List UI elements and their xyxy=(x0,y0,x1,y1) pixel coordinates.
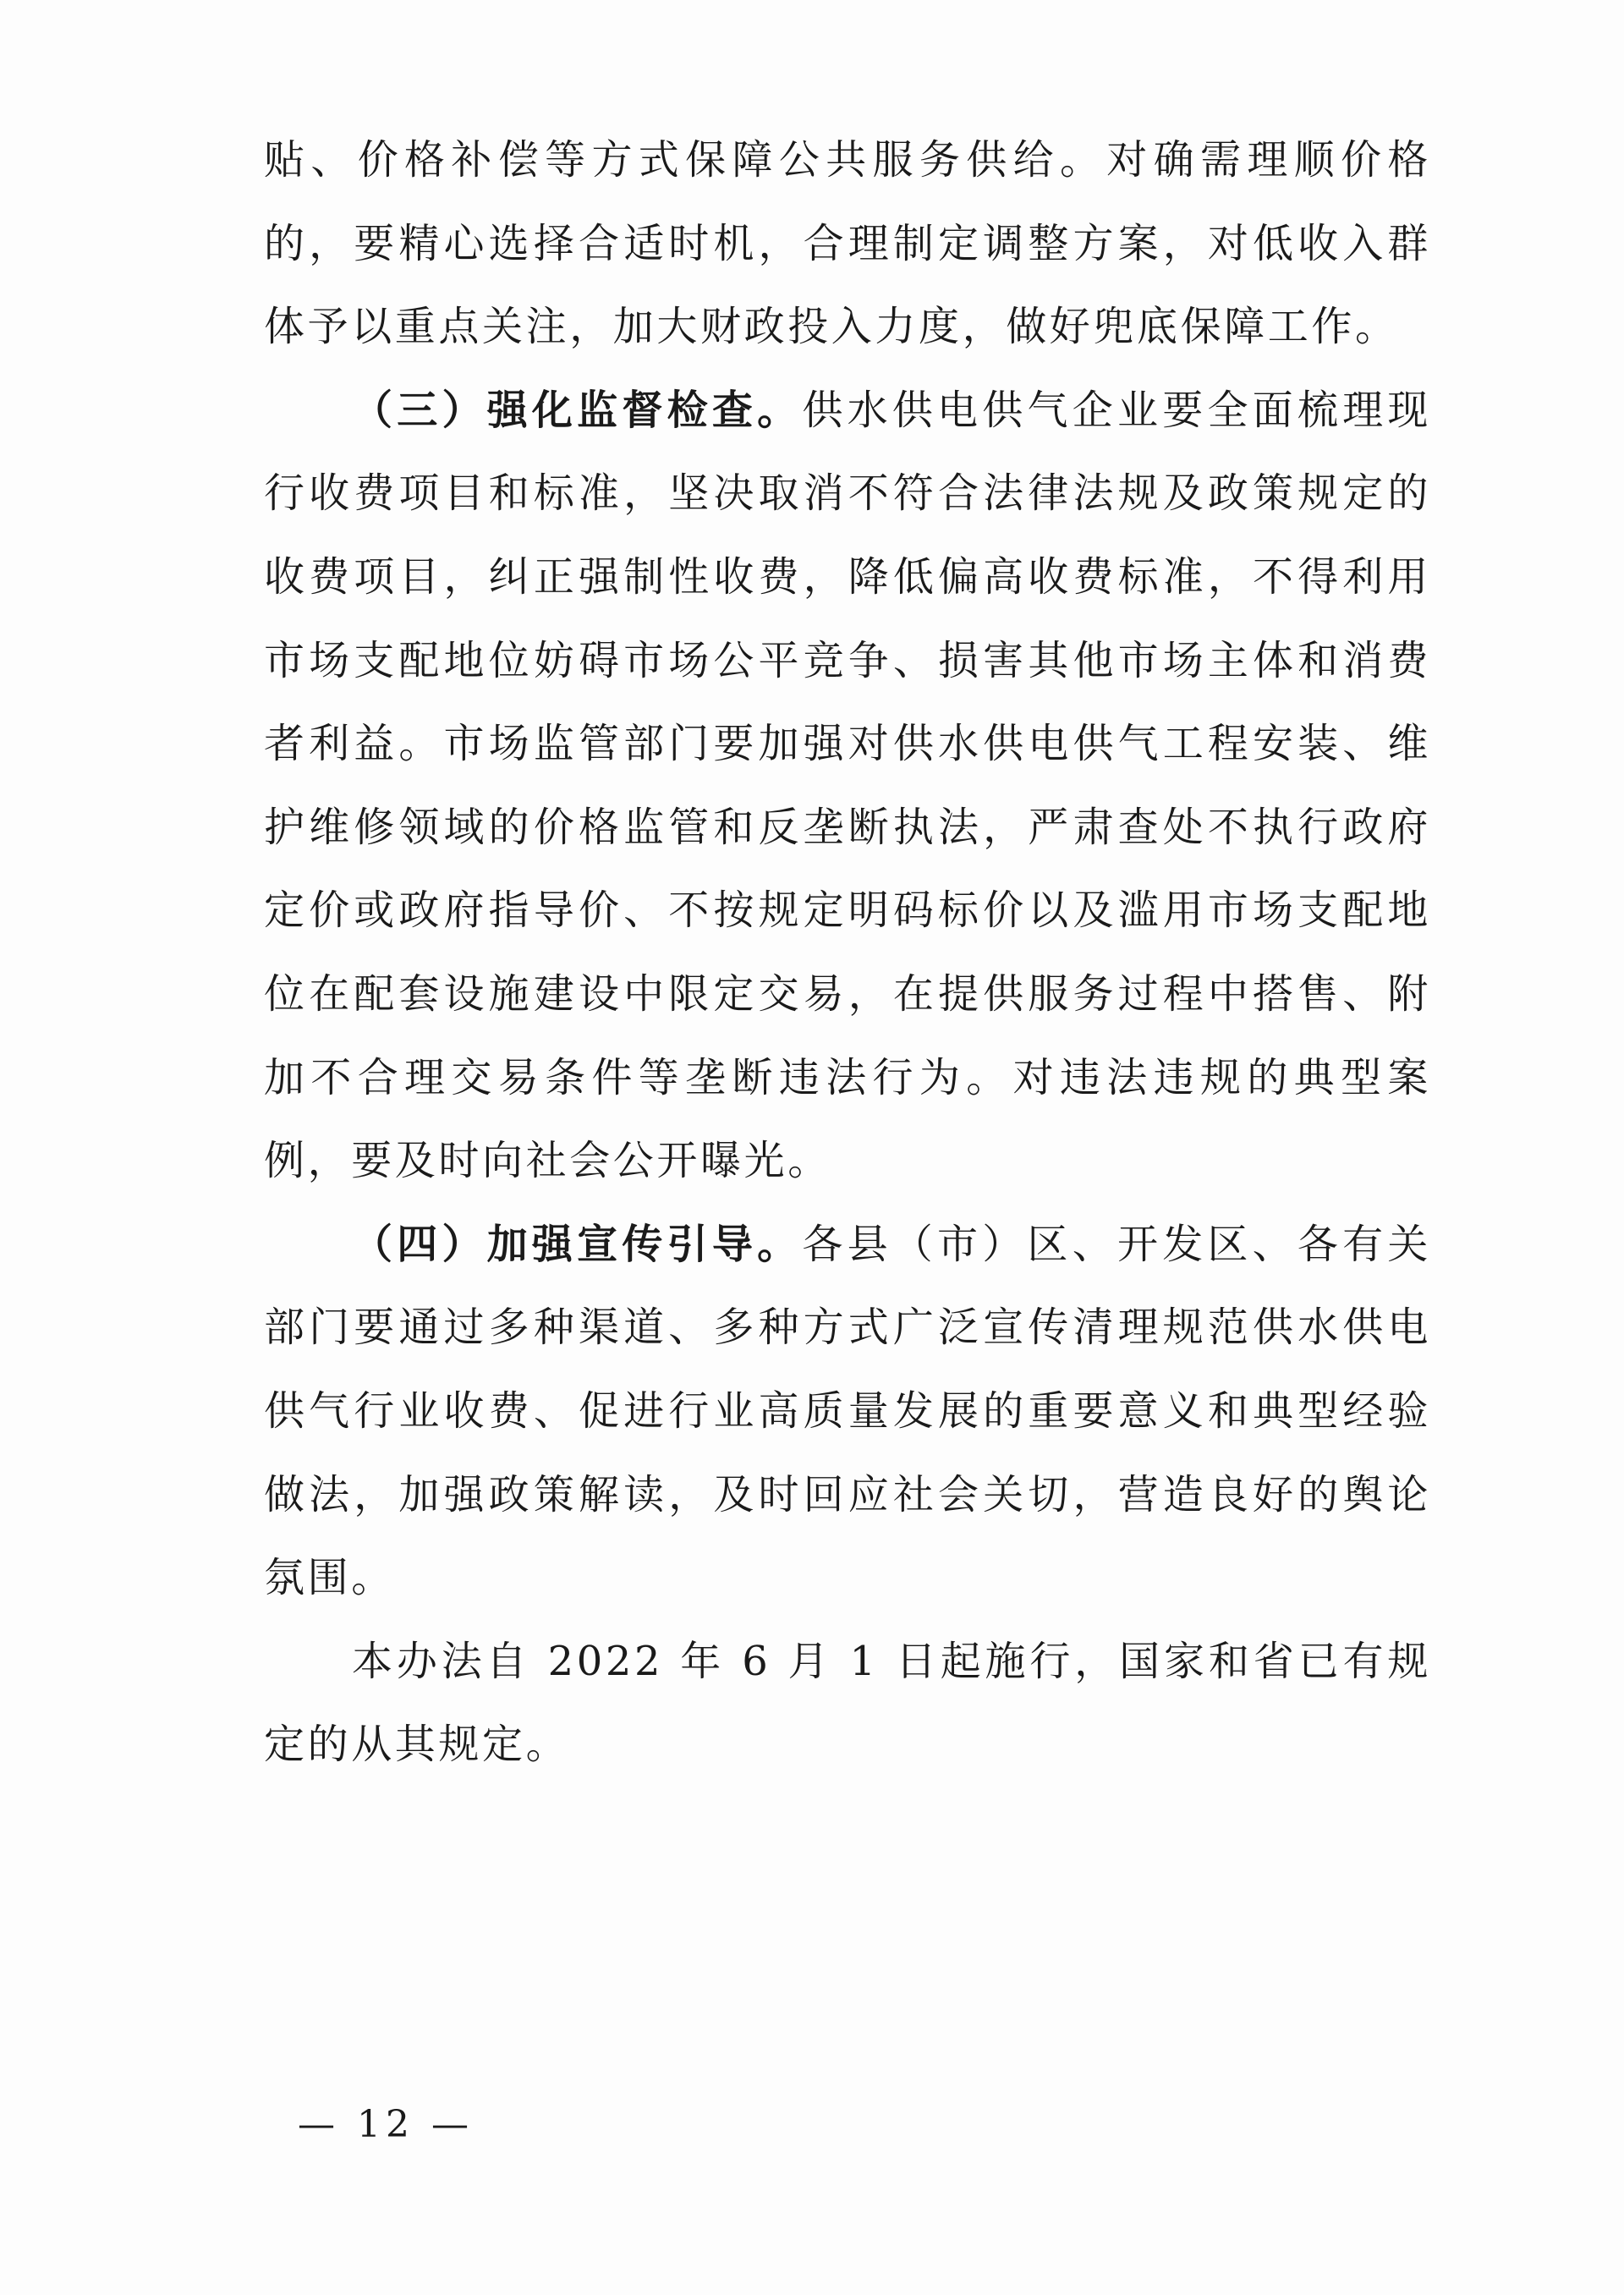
document-body xyxy=(264,118,1431,1787)
section-heading-supervision: （三）强化监督检查。 xyxy=(352,386,803,434)
paragraph-supervision xyxy=(264,369,1431,1203)
paragraph-publicity xyxy=(264,1203,1431,1620)
paragraph-continuation xyxy=(264,118,1431,369)
paragraph-text: 贴、价格补偿等方式保障公共服务供给。对确需理顺价格的，要精心选择合适时机，合理制定调整方案，对低收入群体予以重点关注，加大财政投入力度，做好兜底保障工作。 xyxy=(264,136,1431,351)
paragraph-text: 各县（市）区、开发区、各有关部门要通过多种渠道、多种方式广泛宣传清理规范供水供电供气行业收费、促进行业高质量发展的重要意义和典型经验做法，加强政策解读，及时回应社会关切，营造良好的舆论氛围。 xyxy=(264,1220,1431,1602)
paragraph-text: 供水供电供气企业要全面梳理现行收费项目和标准，坚决取消不符合法律法规及政策规定的收费项目，纠正强制性收费，降低偏高收费标准，不得利用市场支配地位妨碍市场公平竞争、损害其他市场主体和消费者利益。市场监管部门要加强对供水供电供气工程安装、维护维修领域的价格监管和反垄断执法，严肃查处不执行政府定价或政府指导价、不按规定明码标价以及滥用市场支配地位在配套设施建设中限定交易，在提供服务过程中搭售、附加不合理交易条件等垄断违法行为。对违法违规的典型案例，要及时向社会公开曝光。 xyxy=(264,386,1431,1185)
page-number: — 12 — xyxy=(298,2103,474,2146)
section-heading-publicity: （四）加强宣传引导。 xyxy=(352,1220,803,1268)
paragraph-effective-date xyxy=(264,1620,1431,1787)
paragraph-text: 本办法自 2022 年 6 月 1 日起施行，国家和省已有规定的从其规定。 xyxy=(264,1637,1431,1769)
